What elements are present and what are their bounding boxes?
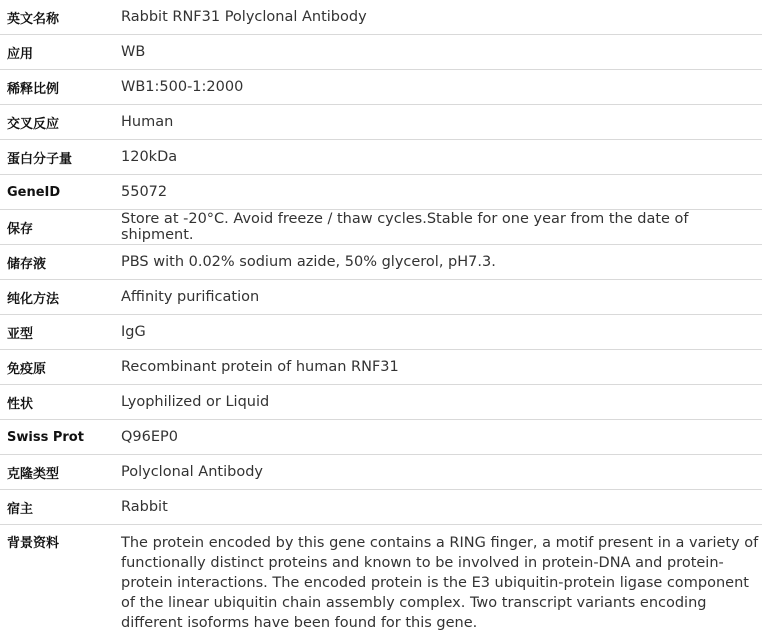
table-row-immunogen xyxy=(0,350,762,385)
row-value: IgG xyxy=(121,315,762,350)
row-label: 纯化方法 xyxy=(0,280,121,315)
table-row-dilution xyxy=(0,70,762,105)
row-label: 亚型 xyxy=(0,315,121,350)
row-value: Lyophilized or Liquid xyxy=(121,385,762,420)
row-value: Rabbit RNF31 Polyclonal Antibody xyxy=(121,0,762,35)
table-row-buffer xyxy=(0,245,762,280)
row-label: 英文名称 xyxy=(0,0,121,35)
row-label: 应用 xyxy=(0,35,121,70)
row-value-paragraph: The protein encoded by this gene contains a RING finger, a motif present in a variety of functionally distinct proteins and known to be involved in protein-DNA and protein-protein interactions. The encoded protein is the E3 ubiquitin-protein ligase component of the linear ubiquitin chain assembly complex. Two transcript variants encoding different isoforms have been found for this gene. xyxy=(121,525,762,639)
row-label: 背景资料 xyxy=(0,525,121,639)
row-value: Recombinant protein of human RNF31 xyxy=(121,350,762,385)
row-value: Rabbit xyxy=(121,490,762,525)
table-row-background xyxy=(0,525,762,639)
row-label: 性状 xyxy=(0,385,121,420)
row-value: Affinity purification xyxy=(121,280,762,315)
row-label: 克隆类型 xyxy=(0,455,121,490)
table-row-swiss-prot xyxy=(0,420,762,455)
row-label: 保存 xyxy=(0,210,121,245)
row-label: 稀释比例 xyxy=(0,70,121,105)
row-value: WB xyxy=(121,35,762,70)
row-label: Swiss Prot xyxy=(0,420,121,455)
row-label: 蛋白分子量 xyxy=(0,140,121,175)
table-row-clonality xyxy=(0,455,762,490)
table-row-english-name xyxy=(0,0,762,35)
row-value: WB1:500-1:2000 xyxy=(121,70,762,105)
row-value: Polyclonal Antibody xyxy=(121,455,762,490)
table-row-molecular-weight xyxy=(0,140,762,175)
table-row-isotype xyxy=(0,315,762,350)
table-row-purification xyxy=(0,280,762,315)
row-label: 宿主 xyxy=(0,490,121,525)
row-value: 55072 xyxy=(121,175,762,210)
row-label: 储存液 xyxy=(0,245,121,280)
row-label: 交叉反应 xyxy=(0,105,121,140)
row-value: Human xyxy=(121,105,762,140)
table-row-gene-id xyxy=(0,175,762,210)
table-row-storage xyxy=(0,210,762,245)
row-label: 免疫原 xyxy=(0,350,121,385)
row-label: GeneID xyxy=(0,175,121,210)
row-value: Store at -20°C. Avoid freeze / thaw cycles.Stable for one year from the date of shipment. xyxy=(121,210,762,245)
table-row-form xyxy=(0,385,762,420)
row-value: Q96EP0 xyxy=(121,420,762,455)
row-value: 120kDa xyxy=(121,140,762,175)
table-row-host xyxy=(0,490,762,525)
row-value: PBS with 0.02% sodium azide, 50% glycerol, pH7.3. xyxy=(121,245,762,280)
table-row-reactivity xyxy=(0,105,762,140)
table-row-application xyxy=(0,35,762,70)
